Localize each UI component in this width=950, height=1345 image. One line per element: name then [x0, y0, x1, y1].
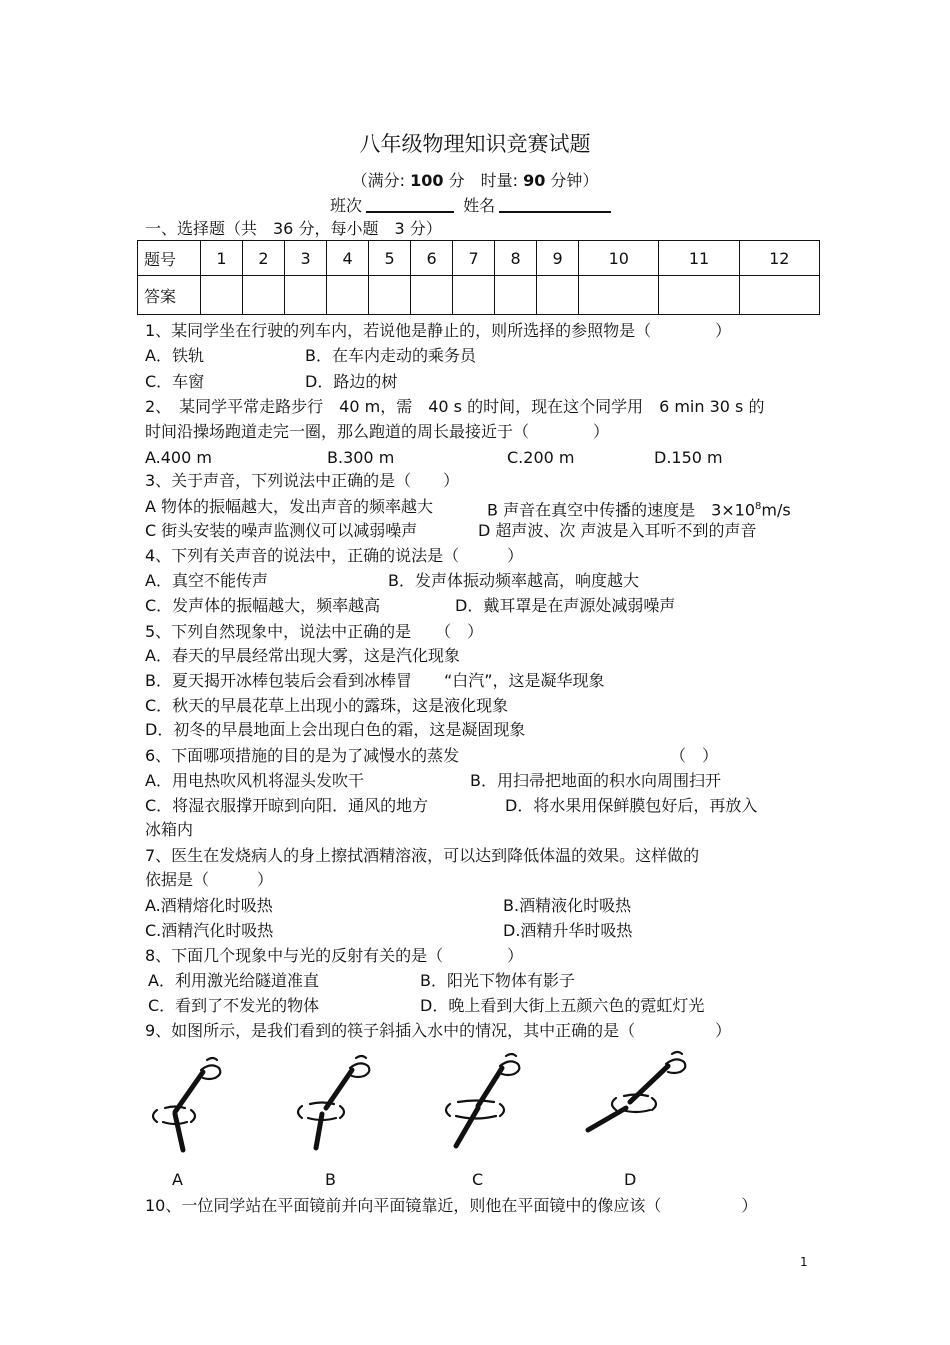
page-title: 八年级物理知识竞赛试题 [359, 132, 591, 156]
answer-table [137, 240, 820, 315]
page-number: 1 [800, 1255, 808, 1269]
chopstick-in-water-icon [438, 1050, 528, 1160]
option: B 声音在真空中传播的速度是 $3\times 10^8m/s$ [487, 500, 791, 520]
student-info [330, 193, 615, 216]
figure-label: D [624, 1170, 637, 1189]
answer-cell[interactable] [659, 276, 739, 315]
option: A．春天的早晨经常出现大雾，这是汽化现象 [145, 646, 460, 665]
answer-cell[interactable] [739, 276, 819, 315]
option: B.300 m [327, 448, 395, 467]
name-field[interactable] [499, 195, 611, 213]
option: A．利用激光给隧道准直 [148, 971, 319, 990]
question-6: 6、下面哪项措施的目的是为了减慢水的蒸发 [145, 746, 460, 765]
option: A 物体的振幅越大，发出声音的频率越大 [145, 497, 434, 516]
table-row: 题号 1 2 3 4 5 6 7 8 9 10 11 12 [138, 241, 820, 276]
option: C．将湿衣服撑开晾到向阳．通风的地方 [145, 796, 429, 815]
option: D 超声波、次 声波是入耳听不到的声音 [478, 521, 757, 540]
question-2: 2、 某同学平常走路步行 40 m，需 40 s 的时间，现在这个同学用 6 min 30 s 的 [145, 397, 765, 416]
option: C 街头安装的噪声监测仪可以减弱噪声 [145, 521, 418, 540]
question-3: 3、关于声音，下列说法中正确的是（ ） [145, 471, 460, 490]
figure-label: C [472, 1170, 484, 1189]
option: D.150 m [654, 448, 723, 467]
answer-cell[interactable] [537, 276, 579, 315]
option: A．真空不能传声 [145, 571, 268, 590]
figure-label: B [325, 1170, 336, 1189]
question-5: 5、下列自然现象中，说法中正确的是 （ ） [145, 622, 484, 641]
answer-cell[interactable] [285, 276, 327, 315]
figure-label: A [172, 1170, 183, 1189]
time-limit: 90 [523, 171, 546, 190]
option: D．戴耳罩是在声源处减弱噪声 [455, 596, 676, 615]
question-9: 9、如图所示，是我们看到的筷子斜插入水中的情况，其中正确的是（ ） [145, 1021, 732, 1040]
option: A．铁轨 [145, 346, 204, 365]
question-8: 8、下面几个现象中与光的反射有关的是（ ） [145, 946, 524, 965]
option: B.酒精液化时吸热 [503, 896, 632, 915]
option: B．用扫帚把地面的积水向周围扫开 [470, 771, 721, 790]
option: C．看到了不发光的物体 [148, 996, 320, 1015]
option: A．用电热吹风机将湿头发吹干 [145, 771, 364, 790]
question-2-cont: 时间沿操场跑道走完一圈，那么跑道的周长最接近于（ ） [145, 422, 610, 441]
chopstick-in-water-icon [292, 1050, 382, 1160]
option: D．初冬的早晨地面上会出现白色的霜，这是凝固现象 [145, 720, 526, 739]
option: C.200 m [507, 448, 575, 467]
option: B．夏天揭开冰棒包装后会看到冰棒冒 “白汽”，这是凝华现象 [145, 671, 605, 690]
option: D．晚上看到大街上五颜六色的霓虹灯光 [420, 996, 705, 1015]
answer-cell[interactable] [453, 276, 495, 315]
option: C．车窗 [145, 372, 205, 391]
option: C.酒精汽化时吸热 [145, 921, 274, 940]
question-1: 1、某同学坐在行驶的列车内，若说他是静止的，则所选择的参照物是（ ） [145, 321, 732, 340]
answer-paren: （ ） [670, 746, 719, 765]
answer-cell[interactable] [495, 276, 537, 315]
option: D．路边的树 [305, 372, 398, 391]
answer-cell[interactable] [201, 276, 243, 315]
total-score: 100 [410, 171, 444, 190]
question-10: 10、一位同学站在平面镜前并向平面镜靠近，则他在平面镜中的像应该（ ） [145, 1196, 758, 1215]
exam-info: （满分: 100 分 时量: 90 分钟） [351, 171, 599, 190]
chopstick-in-water-icon [145, 1050, 235, 1160]
answer-cell[interactable] [411, 276, 453, 315]
chopstick-in-water-icon [582, 1050, 697, 1160]
question-4: 4、下列有关声音的说法中，正确的说法是（ ） [145, 546, 524, 565]
class-label: 班次 [330, 196, 363, 215]
option: C．秋天的早晨花草上出现小的露珠，这是液化现象 [145, 696, 509, 715]
option: D.酒精升华时吸热 [503, 921, 633, 940]
answer-cell[interactable] [327, 276, 369, 315]
question-7: 7、医生在发烧病人的身上擦拭酒精溶液，可以达到降低体温的效果。这样做的 [145, 846, 700, 865]
answer-cell[interactable] [369, 276, 411, 315]
option: A.400 m [145, 448, 212, 467]
option: B．阳光下物体有影子 [420, 971, 575, 990]
option: B．在车内走动的乘务员 [305, 346, 476, 365]
row-label-answer: 答案 [138, 276, 201, 315]
name-label: 姓名 [463, 196, 496, 215]
option: A.酒精熔化时吸热 [145, 896, 273, 915]
answer-cell[interactable] [243, 276, 285, 315]
question-7-cont: 依据是（ ） [145, 870, 274, 889]
answer-cell[interactable] [579, 276, 659, 315]
option-cont: 冰箱内 [145, 820, 194, 839]
option: B．发声体振动频率越高，响度越大 [388, 571, 639, 590]
row-label-number: 题号 [138, 241, 201, 276]
option: C．发声体的振幅越大，频率越高 [145, 596, 381, 615]
section-heading: 一、选择题（共 36 分，每小题 3 分） [145, 219, 442, 238]
class-field[interactable] [366, 195, 454, 213]
option: D．将水果用保鲜膜包好后，再放入 [505, 796, 758, 815]
table-row [138, 276, 820, 315]
